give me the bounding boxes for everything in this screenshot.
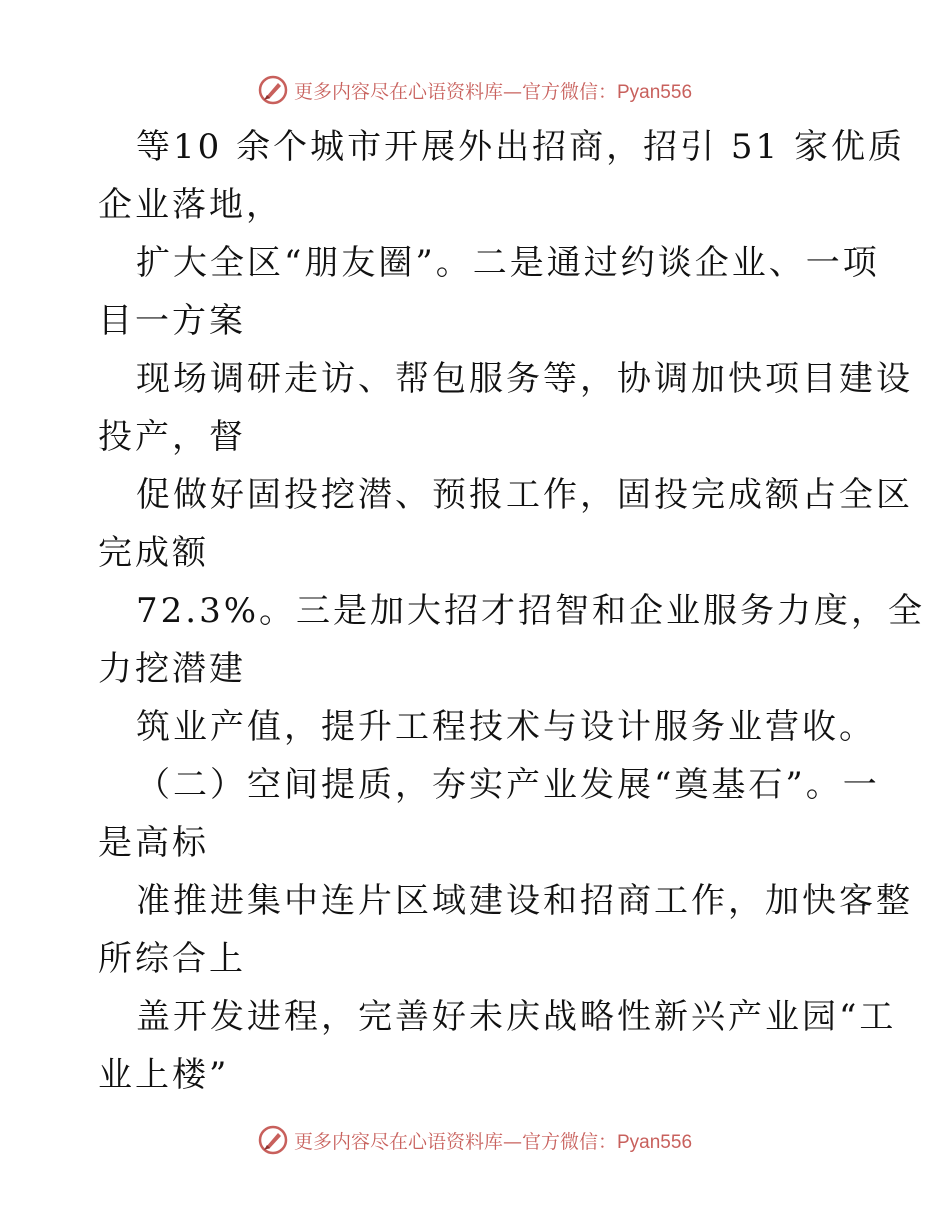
text-line: 筑业产值，提升工程技术与设计服务业营收。: [136, 707, 876, 747]
text-line: （二）空间提质，夯实产业发展“奠基石”。一: [136, 765, 880, 805]
pen-logo-icon: [258, 75, 288, 105]
watermark-wechat-id: Pyan556: [617, 1131, 693, 1153]
text-line: 现场调研走访、帮包服务等，协调加快项目建设: [136, 359, 913, 399]
text-line: 投产，督: [98, 417, 246, 457]
text-line: 完成额: [98, 533, 209, 573]
document-body: [98, 118, 926, 1104]
text-line: 72.3%。三是加大招才招智和企业服务力度，全: [136, 591, 926, 631]
text-line: 是高标: [98, 823, 209, 863]
pen-logo-icon: [258, 1125, 288, 1155]
text-line: 企业落地，: [98, 185, 283, 225]
footer-watermark: [0, 1120, 950, 1160]
text-line: 准推进集中连片区域建设和招商工作，加快客整: [136, 881, 913, 921]
text-line: 扩大全区“朋友圈”。二是通过约谈企业、一项: [136, 243, 880, 283]
watermark-wechat-id: Pyan556: [617, 81, 693, 103]
text-line: 盖开发进程，完善好未庆战略性新兴产业园“工: [136, 997, 897, 1037]
watermark-site-text: 更多内容尽在心语资料库—官方微信：: [293, 1130, 617, 1153]
text-line: 等10 余个城市开展外出招商，招引 51 家优质: [136, 127, 905, 167]
text-line: 所综合上: [98, 939, 246, 979]
text-line: 促做好固投挖潜、预报工作，固投完成额占全区: [136, 475, 913, 515]
text-line: 目一方案: [98, 301, 246, 341]
watermark-site-text: 更多内容尽在心语资料库—官方微信：: [293, 80, 617, 103]
header-watermark: [0, 70, 950, 110]
text-line: 力挖潜建: [98, 649, 246, 689]
text-line: 业上楼”: [98, 1055, 230, 1095]
